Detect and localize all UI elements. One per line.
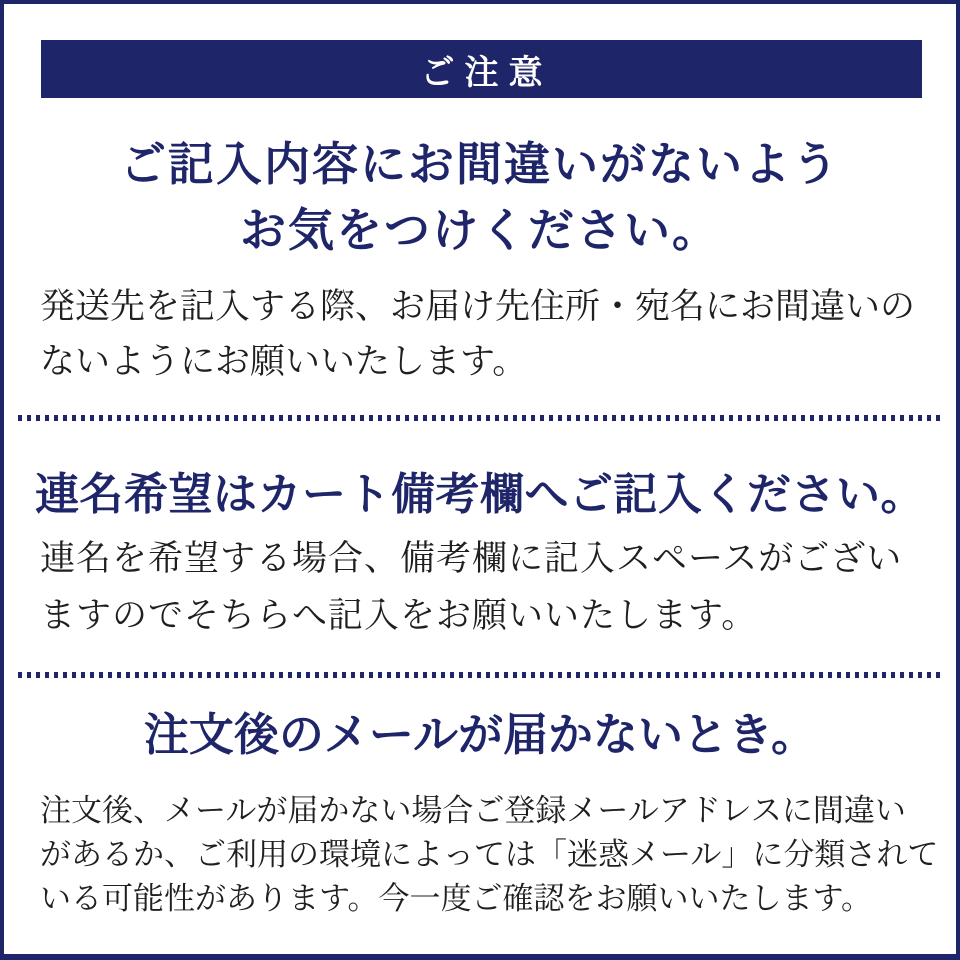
section3-body-line2: があるか、ご利用の環境によっては「迷惑メール」に分類されて: [40, 837, 939, 872]
dotted-divider: [18, 415, 942, 421]
section2-heading-line1: 連名希望はカート備考欄へご記入ください。: [35, 470, 925, 519]
section2-body-line2: ますのでそちらへ記入をお願いいたします。: [40, 596, 758, 635]
section3-body-line3: いる可能性があります。今一度ご確認をお願いいたします。: [40, 881, 873, 916]
section3-body-line1: 注文後、メールが届かない場合ご登録メールアドレスに間違い: [40, 793, 906, 828]
section1-heading-line1: ご記入内容にお間違いがないよう: [120, 138, 840, 190]
section1-body-line2: ないようにお願いいたします。: [40, 342, 528, 381]
dotted-divider: [18, 672, 942, 678]
section1-heading: [4, 131, 956, 263]
section3-heading-line1: 注文後のメールが届かないとき。: [143, 709, 817, 760]
section3-body: [40, 789, 939, 921]
section1-heading-line2: お気をつけください。: [240, 204, 720, 256]
section1-body: [40, 279, 934, 389]
notice-header-bar: [41, 40, 922, 98]
notice-title: ご注意: [420, 53, 553, 92]
section1-body-line1: 発送先を記入する際、お届け先住所・宛名にお間違いの: [40, 287, 916, 326]
section2-body: [40, 530, 934, 644]
section2-body-line1: 連名を希望する場合、備考欄に記入スペースがござい: [40, 539, 903, 578]
section3-heading: [4, 704, 956, 766]
section2-heading: [4, 463, 956, 527]
